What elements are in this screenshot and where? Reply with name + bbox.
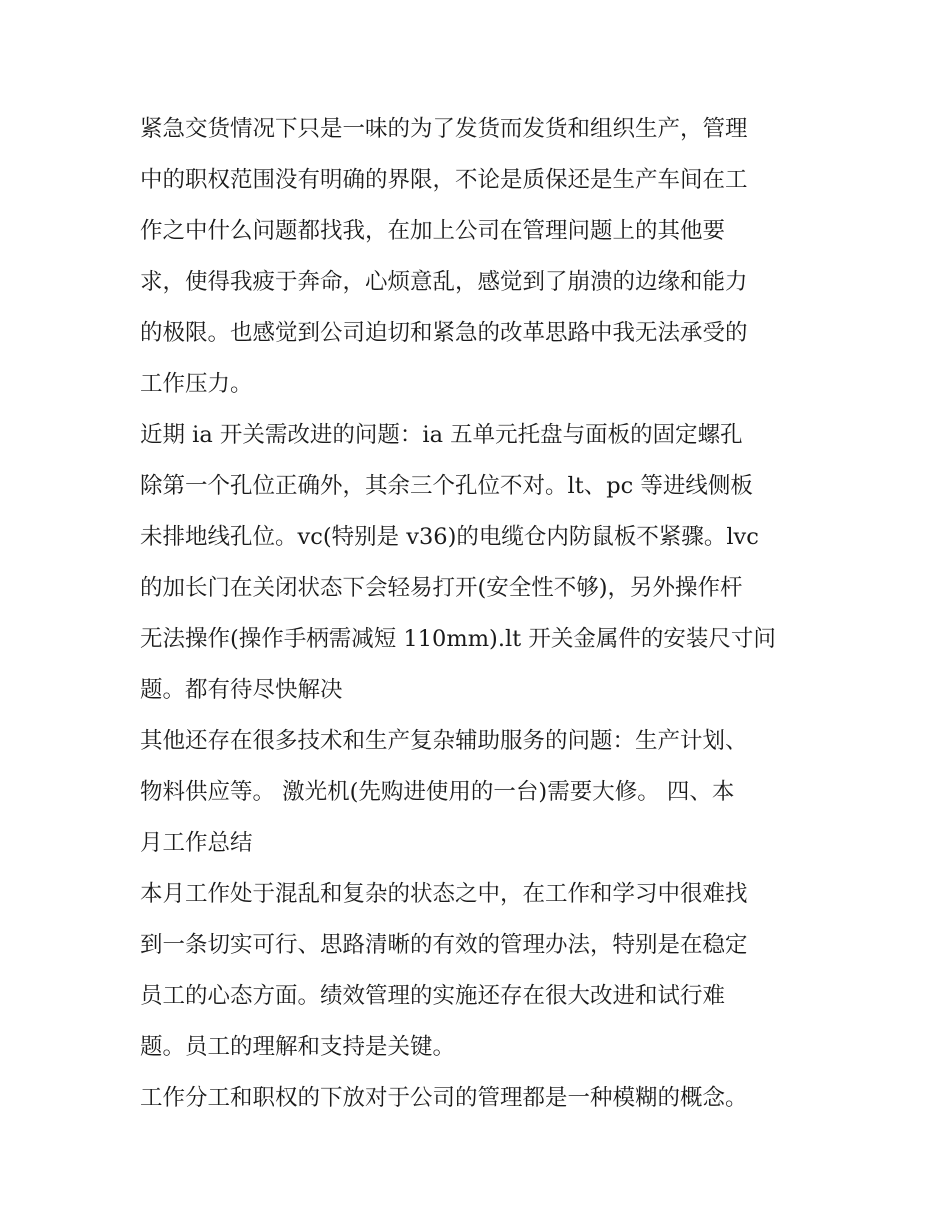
text-line: 工作压力。 xyxy=(140,371,253,397)
text-line: 作之中什么问题都找我，在加上公司在管理问题上的其他要 xyxy=(140,218,726,244)
paragraph-switch-issues xyxy=(140,410,812,716)
text-line: 到一条切实可行、思路清晰的有效的管理办法，特别是在稳定 xyxy=(140,932,748,958)
paragraph-monthly-summary xyxy=(140,869,812,1073)
paragraph-work-pressure xyxy=(140,104,812,410)
text-line: 除第一个孔位正确外，其余三个孔位不对。lt、pc 等进线侧板 xyxy=(140,473,753,499)
text-line: 的极限。也感觉到公司迫切和紧急的改革思路中我无法承受的 xyxy=(140,320,748,346)
document-body xyxy=(140,104,812,1124)
text-line: 求，使得我疲于奔命，心烦意乱，感觉到了崩溃的边缘和能力 xyxy=(140,269,748,295)
paragraph-division-of-labor xyxy=(140,1073,812,1124)
text-line: 题。都有待尽快解决 xyxy=(140,677,343,703)
text-line: 月工作总结 xyxy=(140,830,253,856)
paragraph-other-issues xyxy=(140,716,812,869)
text-line: 中的职权范围没有明确的界限，不论是质保还是生产车间在工 xyxy=(140,167,748,193)
text-line: 近期 ia 开关需改进的问题：ia 五单元托盘与面板的固定螺孔 xyxy=(140,422,743,448)
text-line: 员工的心态方面。绩效管理的实施还存在很大改进和试行难 xyxy=(140,983,726,1009)
text-line: 题。员工的理解和支持是关键。 xyxy=(140,1034,456,1060)
text-line: 其他还存在很多技术和生产复杂辅助服务的问题：生产计划、 xyxy=(140,728,748,754)
text-line: 工作分工和职权的下放对于公司的管理都是一种模糊的概念。 xyxy=(140,1085,748,1111)
text-line: 无法操作(操作手柄需减短 110mm).lt 开关金属件的安装尺寸问 xyxy=(140,626,776,652)
text-line: 未排地线孔位。vc(特别是 v36)的电缆仓内防鼠板不紧骤。lvc xyxy=(140,524,759,550)
text-line: 本月工作处于混乱和复杂的状态之中，在工作和学习中很难找 xyxy=(140,881,748,907)
text-line: 物料供应等。 激光机(先购进使用的一台)需要大修。 四、本 xyxy=(140,779,735,805)
text-line: 的加长门在关闭状态下会轻易打开(安全性不够)，另外操作杆 xyxy=(140,575,743,601)
text-line: 紧急交货情况下只是一味的为了发货而发货和组织生产，管理 xyxy=(140,116,748,142)
